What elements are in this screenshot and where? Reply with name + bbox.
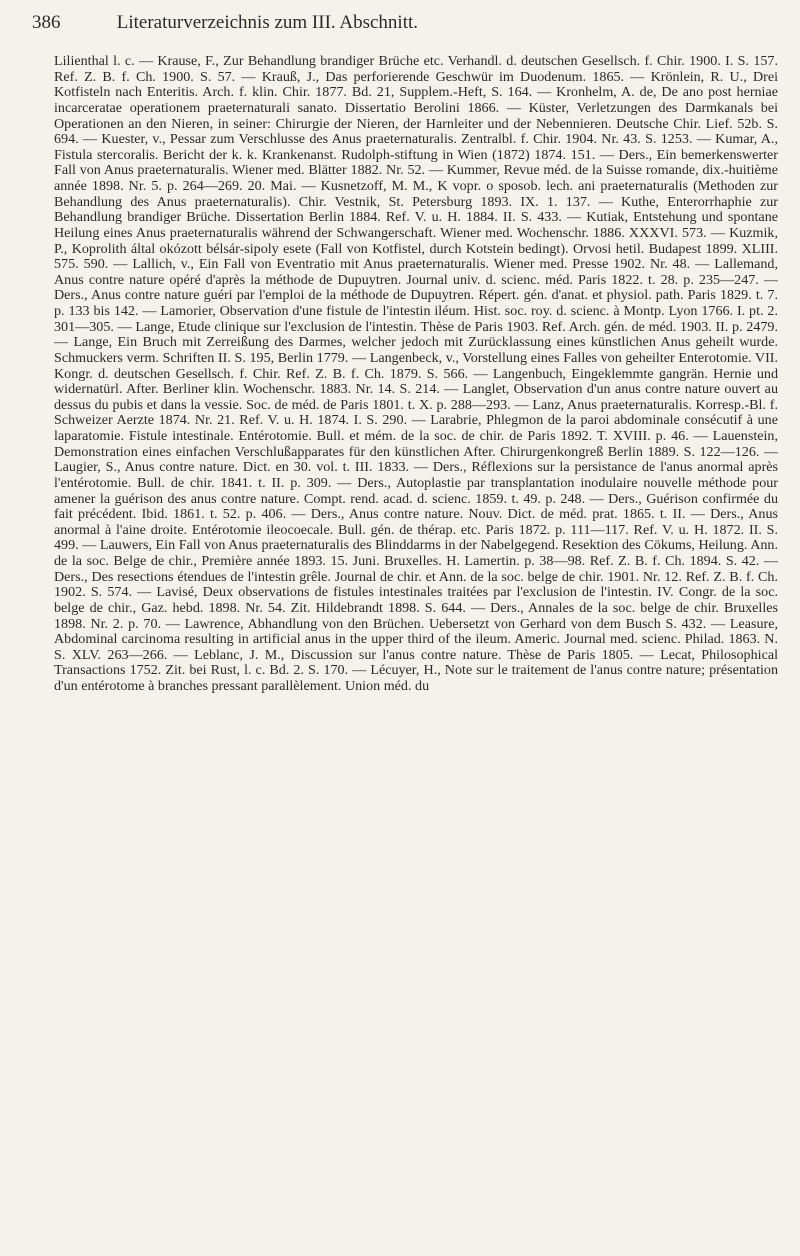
running-head [32,10,760,36]
page-number: 386 [32,12,61,33]
bibliography-text [54,54,778,695]
header-title: Literaturverzeichnis zum III. Abschnitt. [116,12,419,33]
bibliography-paragraph: Lilienthal l. c. — Krause, F., Zur Behandlung brandiger Brüche etc. Verhandl. d. deutschen Gesellsch. f. Chir. 1900. I. S. 157. Ref. Z. B. f. Ch. 1900. S. 57. — Krauß, J., Das perforierende Geschwür im Duodenum. 1865. — Krönlein, R. U., Drei Kotfisteln nach Enteritis. Arch. f. klin. Chir. 1877. Bd. 21, Supplem.-Heft, S. 164. — Kronhelm, A. de, De ano post herniae incarceratae operationem praeternaturali sanato. Dissertatio Berolini 1866. — Küster, Verletzungen des Darmkanals bei Operationen an den Nieren, in seiner: Chirurgie der Nieren, der Harnleiter und der Nebennieren. Deutsche Chir. Lief. 52b. S. 694. — Kuester, v., Pessar zum Verschlusse des Anus praeternaturalis. Zentralbl. f. Chir. 1904. Nr. 43. S. 1253. — Kumar, A., Fistula stercoralis. Bericht der k. k. Krankenanst. Rudolph-stiftung in Wien (1872) 1874. 151. — Ders., Ein bemerkenswerter Fall von Anus praeternaturalis. Wiener med. Blätter 1882. Nr. 52. — Kummer, Revue méd. de la Suisse romande, dix.-huitième année 1898. Nr. 5. p. 264—269. 20. Mai. — Kusnetzoff, M. M., K vopr. o sposob. lech. ani praeternaturalis (Methoden zur Behandlung des Anus praeternaturalis). Chir. Vestnik, St. Petersburg 1893. IX. 1. 137. — Kuthe, Enterorrhaphie zur Behandlung brandiger Brüche. Dissertation Berlin 1884. Ref. V. u. H. 1884. II. S. 433. — Kutiak, Entstehung und spontane Heilung eines Anus praeternaturalis während der Schwangerschaft. Wiener med. Wochenschr. 1886. XXXVI. 573. — Kuzmik, P., Koprolith által okózott bélsár-sipoly esete (Fall von Kotfistel, durch Kotstein bedingt). Orvosi hetil. Budapest 1899. XLIII. 575. 590. — Lallich, v., Ein Fall von Eventratio mit Anus praeternaturalis. Wiener med. Presse 1902. Nr. 48. — Lallemand, Anus contre nature opéré d'après la méthode de Dupuytren. Journal univ. d. scienc. méd. Paris 1822. t. 28. p. 235—247. — Ders., Anus contre nature guéri par l'emploi de la méthode de Dupuytren. Répert. gén. d'anat. et physiol. path. Paris 1829. t. 7. p. 133 bis 142. — Lamorier, Observation d'une fistule de l'intestin iléum. Hist. soc. roy. d. scienc. à Montp. Lyon 1766. I. pt. 2. 301—305. — Lange, Etude clinique sur l'exclusion de l'intestin. Thèse de Paris 1903. Ref. Arch. gén. de méd. 1903. II. p. 2479. — Lange, Ein Bruch mit Zerreißung des Darmes, welcher jedoch mit Zurücklassung eines künstlichen Anus geheilt wurde. Schmuckers verm. Schriften II. S. 195, Berlin 1779. — Langenbeck, v., Vorstellung eines Falles von geheilter Enterotomie. VII. Kongr. d. deutschen Gesellsch. f. Chir. Ref. Z. B. f. Ch. 1879. S. 566. — Langenbuch, Eingeklemmte gangrän. Hernie und widernatürl. After. Berliner klin. Wochenschr. 1883. Nr. 14. S. 214. — Langlet, Observation d'un anus contre nature ouvert au dessus du pubis et dans la vessie. Soc. de méd. de Paris 1801. t. X. p. 288—293. — Lanz, Anus praeternaturalis. Korresp.-Bl. f. Schweizer Aerzte 1874. Nr. 21. Ref. V. u. H. 1874. I. S. 290. — Larabrie, Phlegmon de la paroi abdominale consécutif à une laparatomie. Fistule intestinale. Entérotomie. Bull. et mém. de la soc. de chir. de Paris 1892. T. XVIII. p. 46. — Lauenstein, Demonstration eines einfachen Verschlußapparates für den künstlichen After. Chirurgenkongreß Berlin 1889. S. 122—126. — Laugier, S., Anus contre nature. Dict. en 30. vol. t. III. 1833. — Ders., Réflexions sur la persistance de l'anus anormal après l'entérotomie. Bull. de chir. 1841. t. II. p. 309. — Ders., Autoplastie par transplantation inodulaire nouvelle méthode pour amener la guérison des anus contre nature. Compt. rend. acad. d. scienc. 1859. t. 49. p. 248. — Ders., Guérison confirmée du fait précédent. Ibid. 1861. t. 52. p. 406. — Ders., Anus contre nature. Nouv. Dict. de méd. prat. 1865. t. II. — Ders., Anus anormal à l'aine droite. Entérotomie ileocoecale. Bull. gén. de thérap. etc. Paris 1872. p. 111—117. Ref. V. u. H. 1872. II. S. 499. — Lauwers, Ein Fall von Anus praeternaturalis des Blinddarms in der Nabelgegend. Resektion des Cökums, Heilung. Ann. de la soc. Belge de chir., Première année 1893. 15. Juni. Bruxelles. H. Lamertin. p. 38—98. Ref. Z. B. f. Ch. 1894. S. 42. — Ders., Des resections étendues de l'intestin grêle. Journal de chir. et Ann. de la soc. belge de chir. 1901. Nr. 12. Ref. Z. B. f. Ch. 1902. S. 574. — Lavisé, Deux observations de fistules intestinales traitées par l'exclusion de l'intestin. IV. Congr. de la soc. belge de chir., Gaz. hebd. 1898. Nr. 54. Zit. Hildebrandt 1898. S. 644. — Ders., Annales de la soc. belge de chir. Bruxelles 1898. Nr. 2. p. 70. — Lawrence, Abhandlung von den Brüchen. Uebersetzt von Gerhard von dem Busch S. 432. — Leasure, Abdominal carcinoma resulting in artificial anus in the upper third of the ileum. Americ. Journal med. scienc. Philad. 1863. N. S. XLV. 263—266. — Leblanc, J. M., Discussion sur l'anus contre nature. Thèse de Paris 1805. — Lecat, Philosophical Transactions 1752. Zit. bei Rust, l. c. Bd. 2. S. 170. — Lécuyer, H., Note sur le traitement de l'anus contre nature; présentation d'un entérotome à branches pressant parallèlement. Union méd. du [54,53,778,694]
